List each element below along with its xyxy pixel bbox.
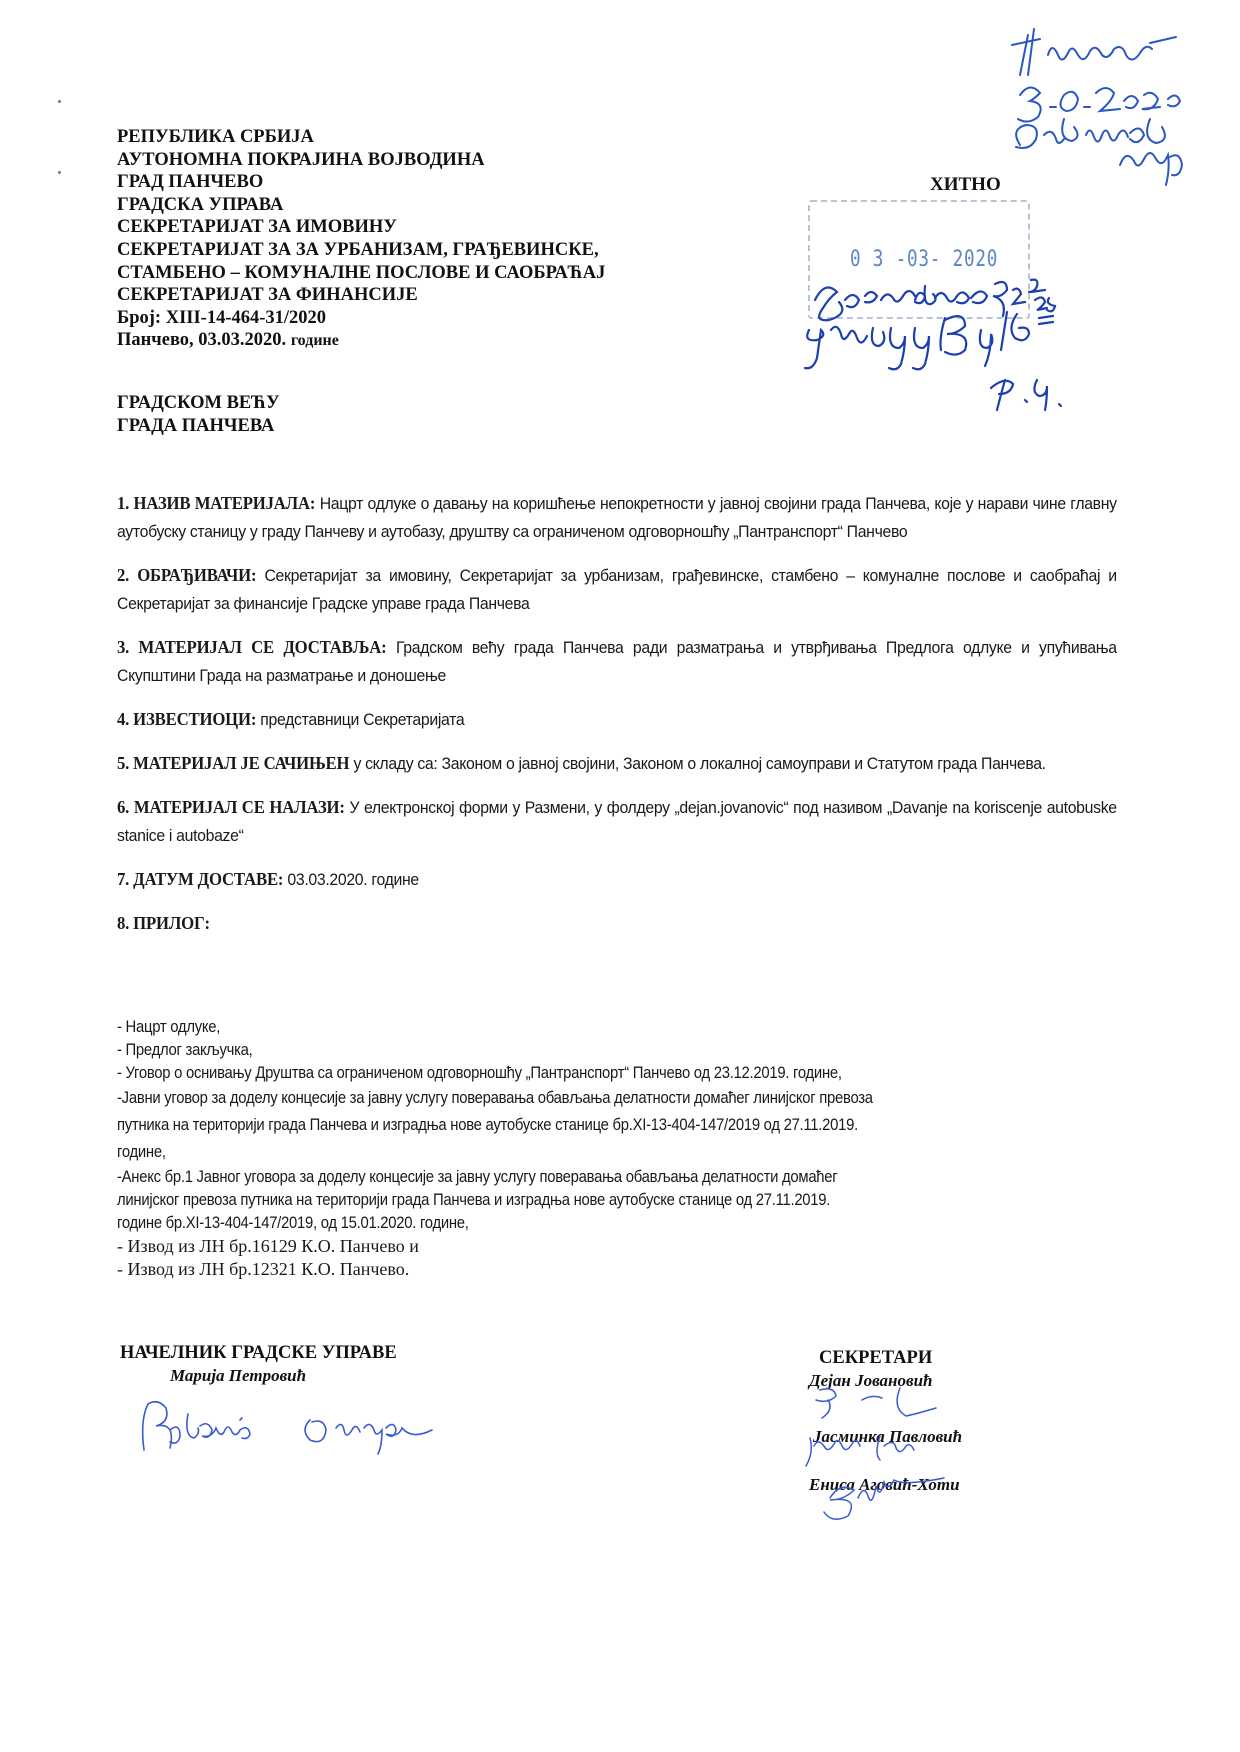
attachment-item: - Предлог закључка,	[117, 1041, 253, 1059]
section-text: у складу са: Законом о јавној својини, Законом о локалној самоуправи и Статутом града Панчева.	[353, 754, 1046, 773]
header-line: ГРАД ПАНЧЕВО	[117, 172, 264, 193]
section-text: 03.03.2020. године	[287, 870, 419, 889]
addressee	[117, 392, 280, 437]
section-6	[117, 793, 1117, 850]
place-date	[117, 329, 605, 353]
section-label: 2. ОБРАЂИВАЧИ:	[117, 565, 257, 585]
scan-artifact-dot	[58, 100, 61, 103]
attachment-item: - Уговор о оснивању Друштва са ограниченом одговорношћу „Пантранспорт“ Панчево од 23.12.2019. године,	[117, 1064, 842, 1082]
section-4	[117, 705, 1117, 734]
chief-name: Марија Петровић	[170, 1366, 307, 1385]
attachments-list	[117, 1016, 1117, 1281]
section-8	[117, 909, 1117, 938]
attachment-item: године бр.XI-13-404-147/2019, од 15.01.2020. године,	[117, 1214, 469, 1232]
secretaries-title: СЕКРЕТАРИ	[819, 1348, 933, 1368]
document-number: Број: XIII-14-464-31/2020	[117, 307, 327, 328]
attachment-item: - Извод из ЛН бр.16129 К.О. Панчево и	[117, 1236, 419, 1256]
chief-signature-block	[120, 1343, 397, 1386]
attachment-item: -Јавни уговор за доделу концесије за јавну услугу поверавања обављања делатности домаћег линијског превоза	[117, 1089, 873, 1107]
secretaries-signatures-icon	[790, 1380, 1050, 1530]
stamp-date: 0 3 -03- 2020	[850, 247, 999, 272]
section-label: 3. МАТЕРИЈАЛ СЕ ДОСТАВЉА:	[117, 637, 387, 657]
header-line: АУТОНОМНА ПОКРАЈИНА ВОЈВОДИНА	[117, 149, 485, 170]
section-text: Секретаријат за имовину, Секретаријат за урбанизам, грађевинске, стамбено – комуналне послове и саобраћај и Секретаријат за финансије Градске управе града Панчева	[117, 566, 1117, 613]
attachment-item: линијског превоза путника на територији града Панчева и изградња нове аутобуске станице од 27.11.2019.	[117, 1191, 831, 1209]
section-text: У електронској форми у Размени, у фолдеру „dejan.jovanovic“ под називом „Davanje na koriscenje autobuske stanice i autobaze“	[117, 798, 1117, 845]
attachment-item: -Анекс бр.1 Јавног уговора за доделу концесије за јавну услугу поверавања обављања делатности домаћег	[117, 1168, 838, 1186]
header-line: РЕПУБЛИКА СРБИЈА	[117, 127, 314, 147]
scan-artifact-dot	[58, 171, 61, 174]
secretary-name: Јасминка Павловић	[813, 1427, 963, 1446]
place-date-main: Панчево, 03.03.2020.	[117, 330, 287, 351]
header-line: СЕКРЕТАРИЈАТ ЗА ИМОВИНУ	[117, 217, 397, 238]
secretary-name: Ениса Аговић-Хоти	[809, 1475, 960, 1494]
chief-title: НАЧЕЛНИК ГРАДСКЕ УПРАВЕ	[120, 1343, 397, 1363]
section-label: 6. МАТЕРИЈАЛ СЕ НАЛАЗИ:	[117, 797, 345, 817]
section-text: Нацрт одлуке о давању на коришћење непокретности у јавној својини града Панчева, које у нарави чине главну аутобуску станицу у граду Панчеву и аутобазу, друштву са ограниченом одговорношћу „Пантранспорт“ Панчево	[117, 494, 1117, 541]
section-2	[117, 561, 1117, 618]
section-5	[117, 749, 1117, 778]
secretaries-block	[809, 1348, 963, 1494]
addressee-line-1: ГРАДСКОМ ВЕЋУ	[117, 393, 280, 413]
secretary-name: Дејан Јовановић	[809, 1371, 933, 1390]
document-header	[117, 126, 605, 353]
attachment-item: путника на територији града Панчева и изградња нове аутобуске станице бр.XI-13-404-147/2019 од 27.11.2019.	[117, 1116, 858, 1134]
header-line: СЕКРЕТАРИЈАТ ЗА ЗА УРБАНИЗАМ, ГРАЂЕВИНСКЕ,	[117, 239, 599, 260]
attachment-item: - Извод из ЛН бр.12321 К.О. Панчево.	[117, 1259, 410, 1279]
section-label: 1. НАЗИВ МАТЕРИЈАЛА:	[117, 493, 316, 513]
section-text: Градском већу града Панчева ради разматрања и утврђивања Предлога одлуке и упућивања Скупштини Града на разматрање и доношење	[117, 638, 1117, 685]
place-date-suffix: године	[290, 332, 339, 350]
section-label: 7. ДАТУМ ДОСТАВЕ:	[117, 869, 284, 889]
urgent-label: ХИТНО	[930, 174, 1001, 195]
header-line: СТАМБЕНО – КОМУНАЛНЕ ПОСЛОВЕ И САОБРАЋАЈ	[117, 262, 606, 283]
header-line: СЕКРЕТАРИЈАТ ЗА ФИНАНСИЈЕ	[117, 285, 418, 306]
section-label: 4. ИЗВЕСТИОЦИ:	[117, 709, 257, 729]
chief-signature-icon	[130, 1390, 490, 1470]
section-label: 8. ПРИЛОГ:	[117, 913, 210, 933]
header-line: ГРАДСКА УПРАВА	[117, 194, 284, 215]
section-3	[117, 633, 1117, 690]
attachment-item: године,	[117, 1143, 166, 1161]
section-label: 5. МАТЕРИЈАЛ ЈЕ САЧИЊЕН	[117, 753, 350, 773]
section-7	[117, 865, 1117, 894]
addressee-line-2: ГРАДА ПАНЧЕВА	[117, 415, 275, 436]
attachment-item: - Нацрт одлуке,	[117, 1018, 221, 1036]
section-text: представници Секретаријата	[260, 710, 465, 729]
section-1	[117, 489, 1117, 546]
handwritten-received-note-icon	[1000, 15, 1230, 195]
document-body	[117, 489, 1117, 953]
